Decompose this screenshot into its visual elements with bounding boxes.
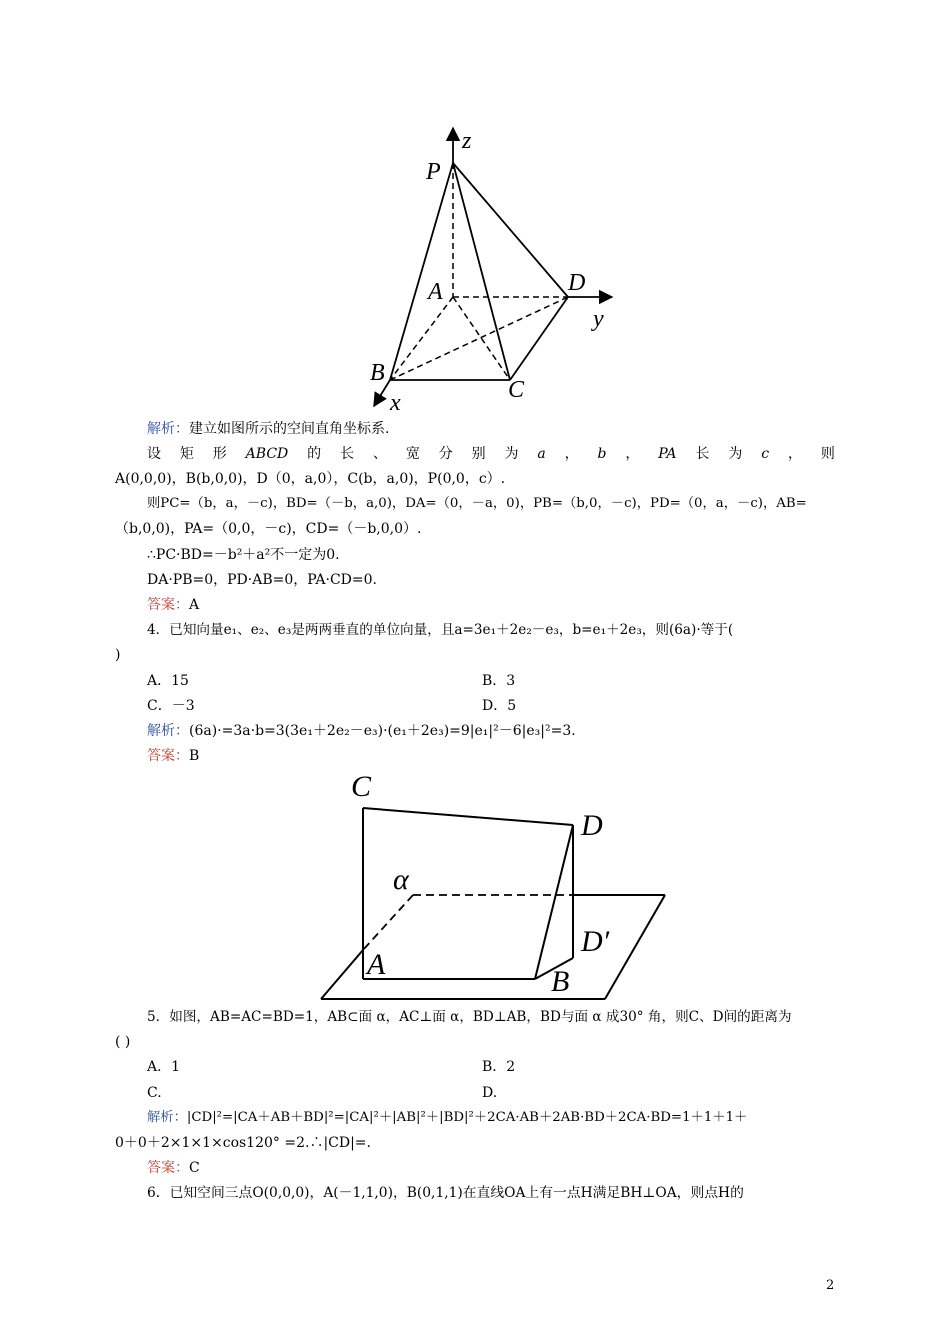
q5-analysis	[147, 1108, 747, 1128]
q4-stem-cont: )	[115, 647, 121, 663]
q5-stem-cont: ( )	[115, 1034, 131, 1050]
edge-PB	[390, 163, 453, 380]
edge-CD	[363, 808, 573, 825]
setup-word: 形	[212, 446, 227, 462]
setup-word: 为	[504, 446, 519, 462]
setup-word: 别	[471, 446, 486, 462]
plane-edge-left-hidden	[363, 895, 413, 950]
setup-word: 长	[340, 446, 355, 462]
label-D: D	[568, 270, 586, 296]
setup-word: 长	[695, 446, 710, 462]
setup-word: ABCD	[245, 446, 289, 462]
analysis-text: 建立如图所示的空间直角坐标系.	[189, 421, 390, 437]
answer-value: B	[189, 748, 200, 764]
page-number: 2	[826, 1278, 835, 1293]
q3-answer	[147, 595, 199, 615]
setup-word: a	[537, 446, 546, 462]
setup-word: 矩	[179, 446, 194, 462]
q3-therefore: ∴PC·BD=－b²＋a²不一定为0.	[147, 547, 340, 563]
edge-AB	[390, 297, 453, 380]
setup-word: PA	[658, 446, 677, 462]
answer-value: A	[189, 597, 200, 613]
q3-products: DA·PB=0，PD·AB=0，PA·CD=0.	[147, 572, 377, 588]
label-D: D	[581, 809, 603, 842]
setup-word: ，	[787, 446, 802, 462]
diag-BD	[390, 297, 568, 380]
setup-word: 的	[307, 446, 322, 462]
analysis-text: (6a)·=3a·b=3(3e₁＋2e₂－e₃)·(e₁＋2e₃)=9|e₁|²－6|e₃|²=3.	[189, 723, 576, 739]
label-Dprime: D′	[581, 925, 610, 958]
setup-word: b	[597, 446, 607, 462]
setup-word: 则	[820, 446, 835, 462]
q5-stem: 5．如图，AB=AC=BD=1，AB⊂面 α，AC⊥面 α，BD⊥AB，BD与面 α 成30° 角，则C、D间的距离为	[147, 1009, 792, 1025]
label-z: z	[462, 128, 472, 154]
q3-setup-line	[147, 444, 835, 464]
setup-word: 分	[438, 446, 453, 462]
q4-option-c: C．－3	[147, 698, 195, 714]
setup-word: ，	[625, 446, 640, 462]
q4-option-d: D．5	[482, 698, 517, 714]
q5-option-b: B．2	[482, 1059, 516, 1075]
setup-word: 宽	[405, 446, 420, 462]
label-alpha: α	[393, 863, 409, 896]
setup-word: 设	[147, 446, 161, 462]
setup-word: 、	[372, 446, 387, 462]
answer-label: 答案：	[147, 1160, 189, 1176]
plane-figure	[315, 765, 675, 1005]
plane-edge-right	[605, 895, 665, 999]
label-y: y	[593, 306, 604, 332]
q4-stem: 4．已知向量e₁、e₂、e₃是两两垂直的单位向量，且a=3e₁＋2e₂－e₃，b=e₁＋2e₃，则(6a)·等于(	[147, 622, 734, 638]
setup-word: 为	[728, 446, 743, 462]
label-A: A	[367, 948, 386, 981]
answer-value: C	[189, 1160, 200, 1176]
setup-word: ，	[564, 446, 579, 462]
setup-word: c	[761, 446, 770, 462]
q4-option-a: A．15	[147, 673, 189, 689]
analysis-text: |CD|²=|CA＋AB＋BD|²=|CA|²＋|AB|²＋|BD|²＋2CA·AB＋2AB·BD＋2CA·BD=1＋1＋1＋	[186, 1110, 748, 1125]
analysis-label: 解析：	[147, 1110, 187, 1125]
label-C: C	[508, 377, 525, 403]
answer-label: 答案：	[147, 597, 189, 613]
label-B: B	[370, 360, 385, 386]
q4-answer	[147, 746, 199, 766]
label-A: A	[428, 279, 443, 305]
q5-answer	[147, 1158, 200, 1178]
q5-option-a: A．1	[147, 1059, 181, 1075]
q6-stem: 6．已知空间三点O(0,0,0)，A(－1,1,0)，B(0,1,1)在直线OA上有一点H满足BH⊥OA，则点H的	[147, 1185, 744, 1201]
q4-analysis	[147, 721, 576, 741]
edge-BD	[535, 825, 573, 979]
analysis-label: 解析：	[147, 421, 189, 437]
q3-vectors-2: （b,0,0)，PA=（0,0，－c)，CD=（－b,0,0）.	[115, 521, 422, 537]
label-x: x	[390, 390, 401, 415]
label-B: B	[551, 965, 570, 998]
label-C: C	[351, 770, 372, 803]
q3-analysis	[147, 419, 389, 439]
plane-edge-left-lower	[321, 950, 363, 999]
pyramid-figure	[360, 120, 630, 415]
analysis-label: 解析：	[147, 723, 189, 739]
label-P: P	[426, 159, 441, 185]
q3-coords: A(0,0,0)，B(b,0,0)，D（0，a,0），C(b，a,0)，P(0,0，c）.	[115, 471, 506, 487]
diag-AC	[453, 297, 510, 380]
q5-option-c: C.	[147, 1085, 162, 1101]
edge-CD	[510, 297, 568, 380]
q4-option-b: B．3	[482, 673, 516, 689]
q5-analysis-cont: 0＋0＋2×1×1×cos120° =2.∴|CD|=.	[115, 1135, 371, 1151]
q5-option-d: D.	[482, 1085, 498, 1101]
q3-vectors-1: 则PC=（b，a，－c)，BD=（－b，a,0)，DA=（0，－a，0)，PB=（b,0，－c)，PD=（0，a，－c)，AB=	[147, 496, 807, 511]
answer-label: 答案：	[147, 748, 189, 764]
